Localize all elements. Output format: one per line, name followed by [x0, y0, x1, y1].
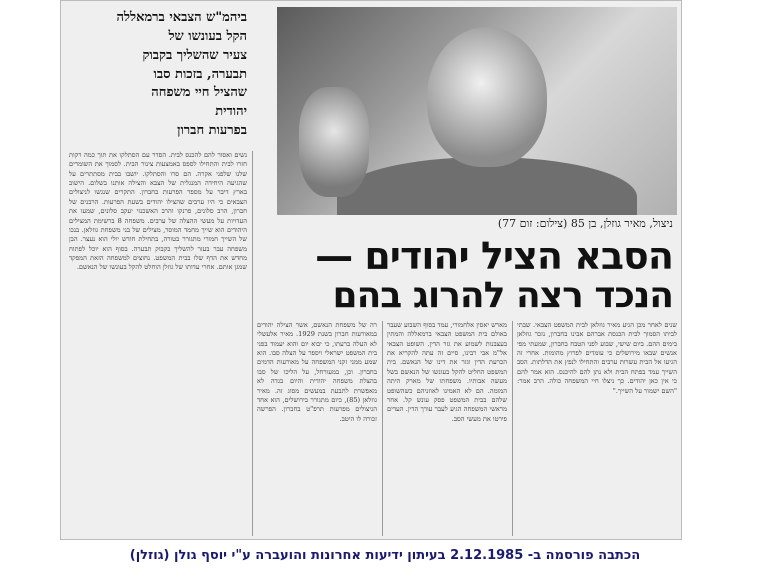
article-column: רה של משפחת הנאשם, אשר הצילה יהודים במאורעות חברון בשנת 1929. מאיר אלעשלי לא העלה ברעתו, כי יבוא יום והוא יעמוד בפני בית המשפט ישראלי ויספר על הצלה סבו. הוא שמע ממני זקני המשפחה על מאורעות הדמים בחברון. וכן, במעורחל, על הליכו של סבו בהצלת משפחה יהודית והיום בגדה לא מאפשרת לתבעת במעשים מסוג זה. מאיר גוזלאן (85), כיום מתגורר בירושלים, הוא אחד הניצולים מפרעות תרפ"ט בחברון. הפרשה זכורה לו היטב.	[257, 321, 377, 423]
headline-line-1: הסבא הציל יהודים —	[315, 234, 673, 278]
subhead-line: ביהמ"ש הצבאי ברמאללה	[116, 10, 247, 25]
headline-line-2: הנכד רצה להרוג בהם	[332, 274, 673, 316]
portrait-photo	[277, 7, 677, 215]
subhead-line: שהציל חיי משפחה	[151, 85, 247, 101]
subhead-line: בפרעות חברון	[177, 123, 247, 139]
publication-note-suffix: בעיתון ידיעות אחרונות והועברה ע"י יוסף גולן (גוזלן)	[129, 548, 446, 563]
article-headline	[273, 234, 673, 316]
subhead-line: הקל בעונשו של	[168, 28, 247, 44]
photo-caption: ניצול, מאיר גוזלן, בן 85 (צילום: זום 77)	[497, 217, 673, 230]
subhead-line: צעיר שהשליך בקבוק	[142, 47, 247, 63]
subhead-line: יהודית	[215, 104, 247, 120]
column-divider	[252, 151, 253, 536]
publication-note	[0, 548, 770, 563]
subhead-line: תבערה, בזכות סבו	[153, 66, 247, 82]
article-column: שנים לאחר מכן הגיע מאיר גוזלאן לבית המשפט הצבאי. שבתי לביתו הסמוך לבית הכנסת אברהם אבינו בחברון, נזכר גוזלאן בימים ההם. ביום שישי, שבוע לפני הטבח בחברון, שמעתי מפי אנשים שבאו מירושלים כי עומדים לפרוץ מהומות. אחרי זה הגיעו אל הבית עשרות ערבים והתחילו לנפץ את הדלתות. הסב השייך עמד בפתח הבית ולא נתן להם להיכנס. הוא אמר להם כי אין כאן יהודים. כך ניצלו חיי המשפחה כולה. הרב אמר: "השם ישמור על השייך."	[517, 321, 677, 395]
article-column-left: נשים ואסור להם להכנס לבית. הסדר עם הסתלקו את תוך כמה רקות חזרו לבית והתחילו לספס באמצעות צינור הבית. לסמוך את השומרים שלנו שלפני אקרה. הם סרו והסתלקו. יושבו בבית מסתתרים על שהגיעה היחידה המנגלית של הצבא והצילה אותנו בשלום. הישוב בארץ דיבר על מספר הפרעות בחברון. התקרים שנגשו לניצולים הצבאים כי היו ערבים שהצילו יהודים בשעת הפרעות. הרבנים של חברון, הרב סלונים, פרנקו והרב האשכנזי יעקב סלונים, שמעו את העדויות על מעשי ההצלה של ערבים. משפחה 8 ברשימת המצילים היהודים הוא שייך מחמד המוסר, מצילים של בני משפחת גוזלאן. בנכו של השייך חמורי מתגורר בטורה, בתחילת חודש יולי הוא נעצר. הבן משפחה עבר בעזר להשליך בקבוק תבערה. בסוף הוא יוכל לפתוח מחדש את הדף שלו בבית המשפט. נחוצים למשפחה הזאת המפקד שמגן אותם. אחרי עדותו של גוזלן הוחלט להקל בעונשו של הנאשם.	[69, 151, 247, 272]
article-subhead	[69, 9, 247, 141]
column-divider	[512, 321, 513, 536]
newspaper-clipping	[60, 0, 682, 540]
column-divider	[382, 321, 383, 536]
photo-figure-head	[427, 27, 547, 167]
publication-date: 2.12.1985	[450, 548, 524, 563]
article-column: מארש יאסין אלחמורי, עמד בסוף השבוע שעבר באולם בית המשפט הצבאי ברמאללה והמתין בעצבנות לשמוע את גזר הדין. השופט הצבאי אל"מ אבי רבינו, סיים זה עתה להקריא את הכרעת הדין וגזר את דינו של הנאשם. בית המשפט החליט להקל בעונשו של הנאשם בשל מעשה אבותיו. משפחתו של מארק היתה המומה. הם לא האמינו לאוזניהם כשהשופט שלהם בבית המשפט פסק עונש קל. אחר מראשי המשפחה הגיע לעבר עורך הדין. העדים פירטו את מעשי הסב.	[387, 321, 507, 423]
publication-note-prefix: הכתבה פורסמה ב-	[527, 548, 641, 563]
photo-figure-hand	[299, 87, 369, 197]
